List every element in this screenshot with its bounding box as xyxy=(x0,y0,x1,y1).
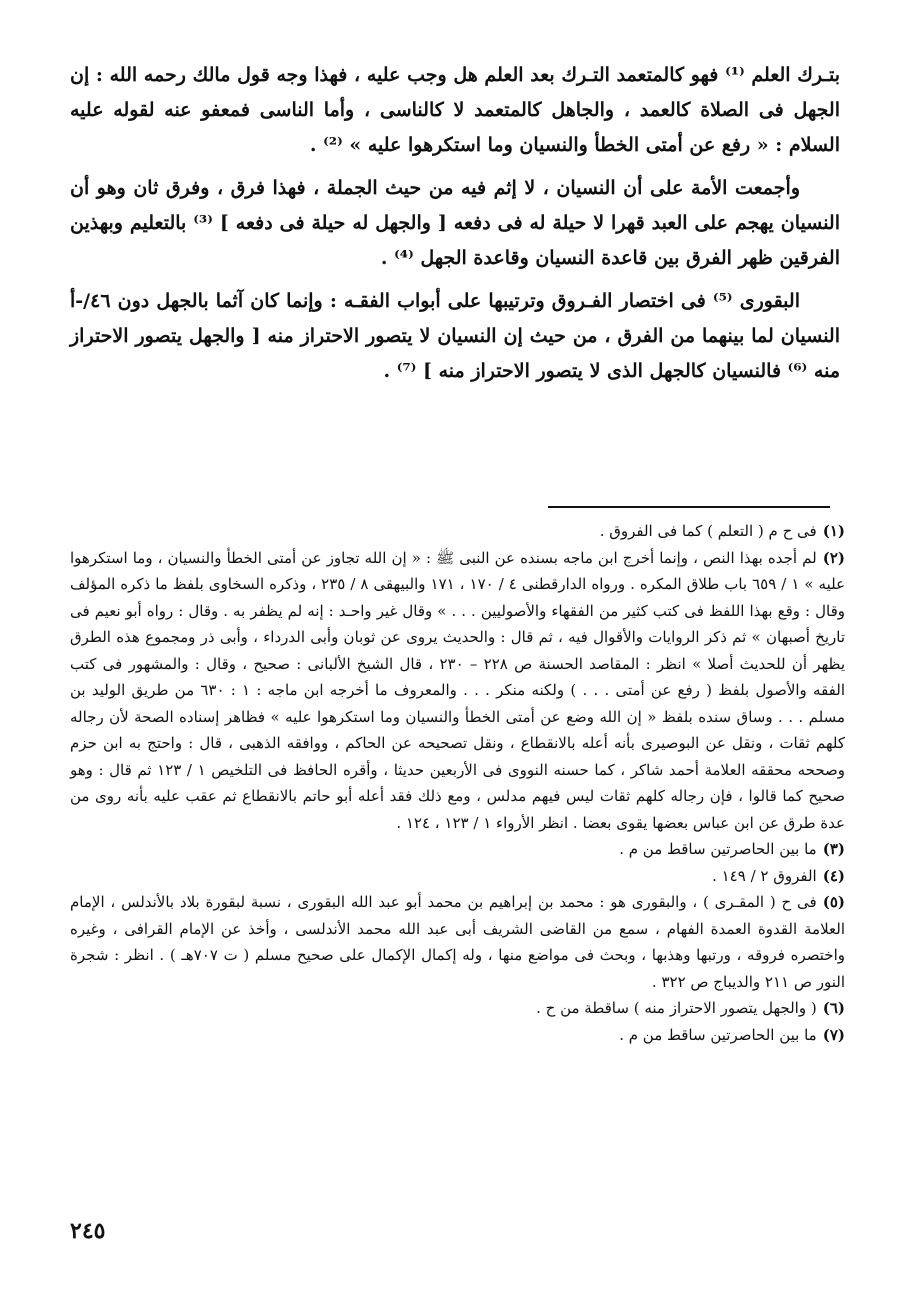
footnote-number: (٣) xyxy=(822,840,845,858)
paragraph-2: وأجمعت الأمة على أن النسيان ، لا إثم فيه من حيث الجملة ، فهذا فرق ، وفرق ثان وهو أن النسيان يهجم على العبد قهرا لا حيلة له فى دفعه [ والجهل له حيلة فى دفعه ] ⁽³⁾ بالتعليم وبهذين الفرقين ظهر الفرق بين قاعدة النسيان وقاعدة الجهل ⁽⁴⁾ . xyxy=(70,177,840,269)
footnote-number: (٧) xyxy=(822,1025,845,1044)
footnote-text: ( والجهل يتصور الاحتراز منه ) ساقطة من ح . xyxy=(536,999,817,1017)
footnote-text: فى ح م ( التعلم ) كما فى الفروق . xyxy=(599,522,817,540)
footnote-separator xyxy=(548,506,830,508)
main-text xyxy=(70,58,840,397)
footnote-6 xyxy=(70,995,845,1022)
footnote-number: (٥) xyxy=(822,893,845,911)
footnote-5 xyxy=(70,889,845,995)
footnotes xyxy=(70,518,845,1048)
footnote-1 xyxy=(70,518,845,545)
footnote-3 xyxy=(70,836,845,863)
footnote-text: لم أجده بهذا النص ، وإنما أخرج ابن ماجه بسنده عن النبى ﷺ : « إن الله تجاوز عن أمتى الخطأ والنسيان ، وما استكرهوا عليه » ١ / ٦٥٩ باب طلاق المكره . ورواه الدارقطنى ٤ / ١٧٠ ، ١٧١ والبيهقى ٨ / ٢٣٥ ، وذكره السخاوى بلفظ ما ذكره المؤلف وقال : وقع بهذا اللفظ فى كتب كثير من الفقهاء والأصوليين . . . » وقال غير واحـد : إنه لم يظفر به . وقال : رواه أبو نعيم فى تاريخ أصبهان » ثم ذكر الروايات والأقوال فيه ، ثم قال : والحديث يروى عن ثوبان وأبى الدرداء ، وأبى ذر ومجموع هذه الطرق يظهر أن للحديث أصلا » انظر : المقاصد الحسنة ص ٢٢٨ – ٢٣٠ ، قال الشيخ الألبانى : صحيح ، وقال : والمشهور فى كتب الفقه والأصول بلفظ ( رفع عن أمتى . . . ) ولكنه منكر . . . والمعروف ما أخرجه ابن ماجه : ١ : ٦٣٠ من طريق الوليد بن مسلم . . . وساق سنده بلفظ « إن الله وضع عن أمتى الخطأ والنسيان وما استكرهوا عليه » فظاهر إسناده الصحة لأن رجاله كلهم ثقات ، ونقل عن البوصيرى بأنه أعله بالانقطاع ، ونقل تصحيحه عن الحاكم ، ووافقه الذهبى ، قال : واحتج به ابن حزم وصححه محققه العلامة أحمد شاكر ، كما حسنه النووى فى الأربعين حديثا ، وأقره الحافظ فى التلخيص ١ / ١٢٣ ثم قال : وهو صحيح كما قالوا ، فإن رجاله كلهم ثقات ليس فيهم مدلس ، ومع ذلك فقد أعله أبو حاتم بالانقطاع ثم عقب عليه بأنه روى من عدة طرق عن ابن عباس بعضها يقوى بعضا . انظر الأرواء ١ / ١٢٣ ، ١٢٤ . xyxy=(70,548,846,832)
footnote-text: فى ح ( المقـرى ) ، والبقورى هو : محمد بن إبراهيم بن محمد أبو عبد الله البقورى ، نسبة لبقورة بلاد بالأندلس ، الإمام العلامة القدوة العمدة الفهام ، سمع من القاضى الشريف أبى عبد الله محمد الأندلسى ، وأخذ عن الإمام القرافى ، وغيره واختصره فروقه ، ورتبها وهذبها ، وبحث فى مواضع منها ، وله إكمال الإكمال على صحيح مسلم ( ت ٧٠٧هـ ) . انظر : شجرة النور ص ٢١١ والديباج ص ٣٢٢ . xyxy=(70,893,845,991)
footnote-number: (٦) xyxy=(822,999,845,1017)
footnote-number: (٤) xyxy=(822,866,845,885)
footnote-text: ما بين الحاصرتين ساقط من م . xyxy=(619,840,817,858)
footnote-4 xyxy=(70,863,845,890)
paragraph-3: البقورى ⁽⁵⁾ فى اختصار الفـروق وترتيبها على أبواب الفقـه : وإنما كان آثما بالجهل دون ٤٦/-أ النسيان لما بينهما من الفرق ، من حيث إن النسيان لا يتصور الاحتراز منه [ والجهل يتصور الاحتراز منه ⁽⁶⁾ فالنسيان كالجهل الذى لا يتصور الاحتراز منه ] ⁽⁷⁾ . xyxy=(70,290,840,382)
footnote-number: (٢) xyxy=(822,548,845,567)
page-number: ٢٤٥ xyxy=(70,1218,106,1244)
footnote-text: ما بين الحاصرتين ساقط من م . xyxy=(619,1025,817,1044)
paragraph-1: بتـرك العلم ⁽¹⁾ فهو كالمتعمد التـرك بعد العلم هل وجب عليه ، فهذا وجه قول مالك رحمه الله : إن الجهل فى الصلاة كالعمد ، والجاهل كالمتعمد لا كالناسى ، وأما الناسى فمعفو عنه لقوله عليه السلام : « رفع عن أمتى الخطأ والنسيان وما استكرهوا عليه » ⁽²⁾ . xyxy=(70,64,840,156)
footnote-2 xyxy=(70,545,845,837)
footnote-text: الفروق ٢ / ١٤٩ . xyxy=(712,866,817,885)
footnote-7 xyxy=(70,1022,845,1049)
footnote-number: (١) xyxy=(822,522,845,540)
